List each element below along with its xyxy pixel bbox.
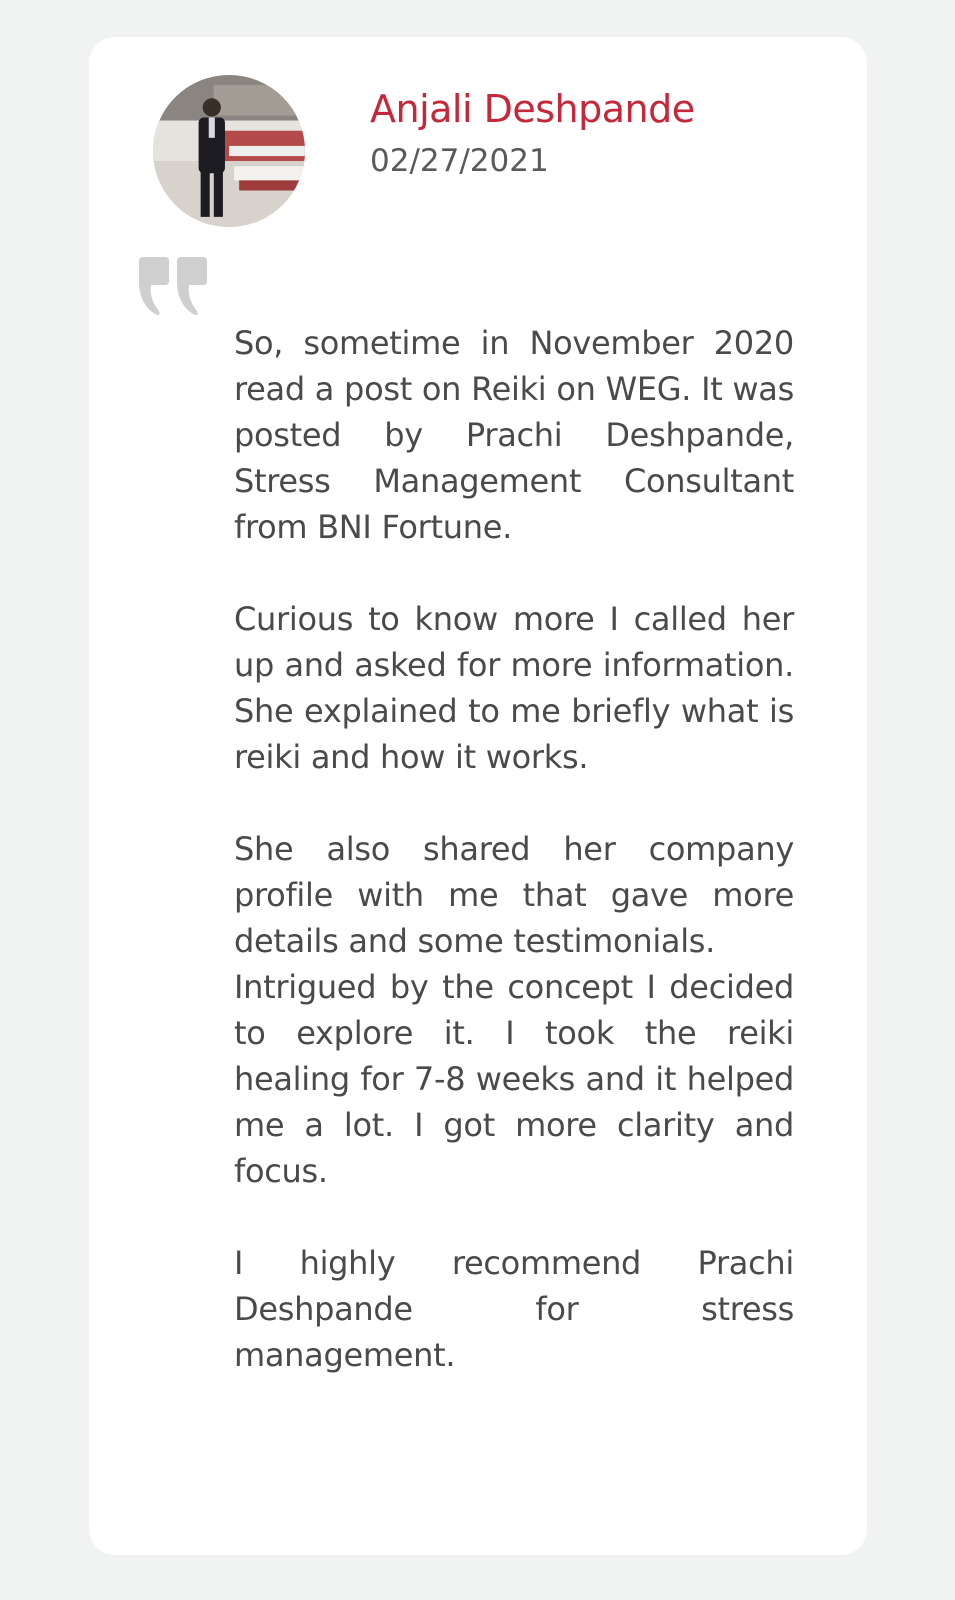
review-paragraph: Curious to know more I called her up and asked for more information. She explained to me briefly what is reiki and how it works.	[234, 600, 794, 776]
review-paragraph: I highly recommend Prachi Deshpande for stress management.	[234, 1244, 794, 1374]
review-paragraph: Intrigued by the concept I decided to explore it. I took the reiki healing for 7-8 weeks and it helped me a lot. I got more clarity and focus.	[234, 968, 794, 1190]
review-paragraph: She also shared her company profile with me that gave more details and some testimonials.	[234, 830, 794, 960]
review-paragraph: So, sometime in November 2020 read a post on Reiki on WEG. It was posted by Prachi Deshpande, Stress Management Consultant from BNI Fortune.	[234, 324, 794, 546]
avatar	[153, 75, 305, 227]
quote-mark-icon	[137, 255, 209, 323]
testimonial-card	[89, 37, 867, 1555]
review-date: 02/27/2021	[370, 143, 549, 179]
author-name: Anjali Deshpande	[370, 87, 695, 131]
review-body	[234, 320, 794, 1378]
